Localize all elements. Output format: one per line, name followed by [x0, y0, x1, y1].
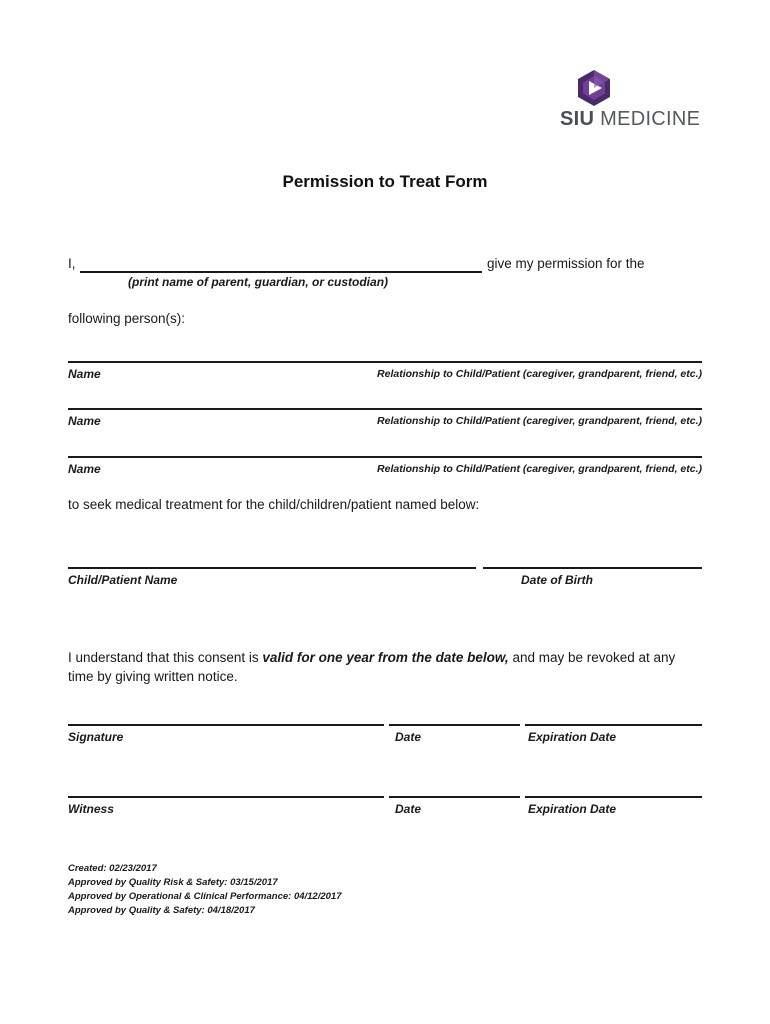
- consent-line-2: time by giving written notice.: [68, 669, 238, 684]
- witness-label: Witness: [68, 802, 114, 816]
- person-2-line[interactable]: [68, 408, 702, 410]
- siu-medicine-logo: [556, 68, 701, 132]
- following-persons-text: following person(s):: [68, 311, 186, 326]
- consent-part-1: I understand that this consent is: [68, 650, 263, 665]
- seek-treatment-text: to seek medical treatment for the child/children/patient named below:: [68, 497, 480, 512]
- approval-footer: [68, 862, 342, 918]
- person-2-name-label: Name: [68, 414, 101, 428]
- logo-wordmark: [560, 108, 700, 131]
- guardian-name-line[interactable]: [80, 271, 482, 273]
- person-1-line[interactable]: [68, 361, 702, 363]
- intro-suffix: give my permission for the: [487, 256, 645, 271]
- witness-date-label: Date: [395, 802, 422, 816]
- footer-approved-operational: Approved by Operational & Clinical Performance: 04/12/2017: [68, 891, 342, 902]
- footer-approved-quality-risk: Approved by Quality Risk & Safety: 03/15/2017: [68, 877, 278, 888]
- logo-medicine: MEDICINE: [600, 108, 701, 130]
- date-of-birth-label: Date of Birth: [521, 573, 593, 587]
- person-3-name-label: Name: [68, 462, 101, 476]
- person-3-relationship-label: Relationship to Child/Patient (caregiver, grandparent, friend, etc.): [377, 463, 702, 475]
- person-2-relationship-label: Relationship to Child/Patient (caregiver, grandparent, friend, etc.): [377, 415, 702, 427]
- witness-date-line[interactable]: [389, 796, 520, 798]
- witness-expiration-line[interactable]: [525, 796, 702, 798]
- date-of-birth-line[interactable]: [483, 567, 702, 569]
- consent-line-1: [68, 650, 675, 665]
- signature-label: Signature: [68, 730, 124, 744]
- signature-expiration-line[interactable]: [525, 724, 702, 726]
- person-1-name-label: Name: [68, 367, 101, 381]
- consent-emphasis: valid for one year from the date below,: [262, 650, 509, 665]
- consent-part-2: and may be revoked at any: [508, 650, 676, 665]
- patient-name-label: Child/Patient Name: [68, 573, 178, 587]
- patient-name-line[interactable]: [68, 567, 476, 569]
- person-3-line[interactable]: [68, 456, 702, 458]
- siu-hexagon-logo-icon: [574, 68, 614, 108]
- signature-expiration-label: Expiration Date: [528, 730, 617, 744]
- signature-date-line[interactable]: [389, 724, 520, 726]
- signature-line[interactable]: [68, 724, 384, 726]
- signature-date-label: Date: [395, 730, 422, 744]
- person-1-relationship-label: Relationship to Child/Patient (caregiver, grandparent, friend, etc.): [377, 368, 702, 380]
- form-title: Permission to Treat Form: [282, 172, 488, 191]
- footer-approved-quality-safety: Approved by Quality & Safety: 04/18/2017: [68, 905, 255, 916]
- logo-siu: SIU: [560, 108, 595, 130]
- intro-prefix: I,: [68, 256, 76, 271]
- witness-expiration-label: Expiration Date: [528, 802, 617, 816]
- witness-line[interactable]: [68, 796, 384, 798]
- footer-created: Created: 02/23/2017: [68, 863, 157, 874]
- print-name-label: (print name of parent, guardian, or custodian): [128, 275, 389, 289]
